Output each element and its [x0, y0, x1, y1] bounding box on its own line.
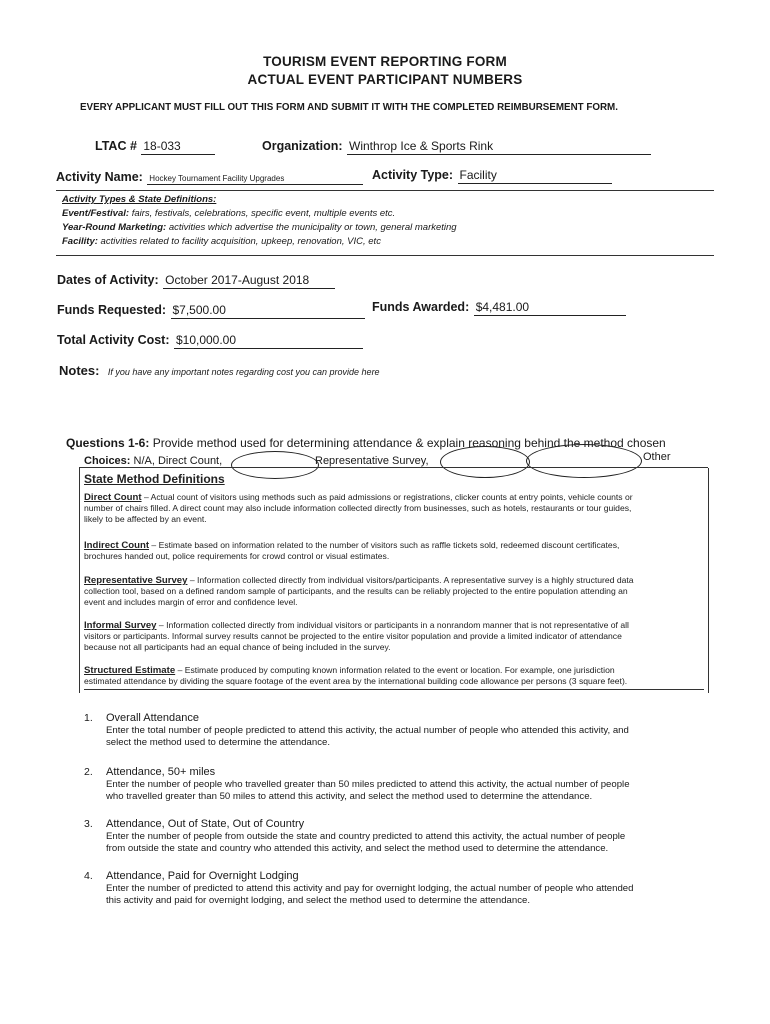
ltac-value: 18-033: [141, 139, 215, 155]
organization-value: Winthrop Ice & Sports Rink: [347, 139, 651, 155]
event-festival-definition: [62, 208, 395, 219]
funds-awarded-field: [372, 298, 626, 316]
question-2-text-1: Enter the number of people who travelled greater than 50 miles predicted to attend this activity, the actual number of people: [106, 778, 630, 790]
facility-definition: [62, 236, 381, 247]
question-4-text-2: this activity and paid for overnight lodging, and select the method used to determine the attendance.: [106, 894, 530, 906]
question-1-text-1: Enter the total number of people predicted to attend this activity, the actual number of people who attended this activity, and: [106, 724, 629, 736]
structured-estimate-term: Structured Estimate: [84, 665, 176, 676]
activity-type-label: Activity Type:: [372, 168, 454, 182]
activity-name-label: Activity Name:: [56, 170, 143, 184]
question-3-text-1: Enter the number of people from outside the state and country predicted to attend this activity, the actual number of people: [106, 830, 626, 842]
indirect-count-definition: [84, 540, 704, 562]
organization-field: [262, 137, 651, 155]
question-3-number: 3.: [84, 818, 93, 830]
total-cost-value: $10,000.00: [174, 333, 363, 349]
funds-awarded-value: $4,481.00: [474, 300, 626, 316]
choice-representative-survey: Representative Survey,: [315, 455, 429, 467]
questions-heading-label: Questions 1-6:: [66, 436, 150, 450]
activity-name-field: [56, 168, 363, 186]
direct-count-definition: [84, 492, 704, 526]
form-title: TOURISM EVENT REPORTING FORM: [263, 54, 507, 69]
representative-survey-text-2: collection tool, based on a defined random sample of participants, and the results can be reliably projected to the entire population attending an: [84, 586, 628, 597]
direct-count-text-2: number of chairs filled. A direct count may also include information collected directly from businesses, such as hotels, restaurants or tour guides,: [84, 503, 632, 514]
question-2: [84, 766, 700, 803]
indirect-count-text-2: brochures handed out, police requirements for crowd control or visual estimates.: [84, 551, 390, 562]
structured-estimate-definition: [84, 665, 704, 690]
informal-survey-text-3: because not all participants had an equal chance of being included in the survey.: [84, 642, 391, 653]
year-round-definition: [62, 222, 457, 233]
activity-name-value: Hockey Tournament Facility Upgrades: [147, 174, 363, 185]
question-2-number: 2.: [84, 766, 93, 778]
representative-survey-text-3: event and includes margin of error and confidence level.: [84, 597, 298, 608]
state-methods-heading: State Method Definitions: [84, 472, 225, 486]
question-4-number: 4.: [84, 870, 93, 882]
total-cost-field: [57, 331, 363, 349]
activity-type-field: [372, 166, 612, 184]
choice-other: Other: [643, 451, 671, 463]
representative-survey-text-1: – Information collected directly from individual visitors/participants. A representative survey is a highly structured data: [189, 575, 634, 585]
question-3: [84, 818, 700, 855]
informal-survey-term: Informal Survey: [84, 620, 157, 631]
year-round-text: activities which advertise the municipality or town, general marketing: [168, 222, 457, 233]
ltac-label: LTAC #: [95, 139, 137, 153]
choice-direct-count: N/A, Direct Count,: [133, 455, 223, 467]
facility-text: activities related to facility acquisition, upkeep, renovation, VIC, etc: [100, 236, 381, 247]
notes-label: Notes:: [59, 363, 100, 378]
event-festival-text: fairs, festivals, celebrations, specific event, multiple events etc.: [131, 208, 396, 219]
facility-term: Facility:: [62, 236, 98, 247]
notes-hint: If you have any important notes regarding cost you can provide here: [107, 367, 380, 377]
form-subtitle: ACTUAL EVENT PARTICIPANT NUMBERS: [247, 72, 523, 87]
submission-instruction: EVERY APPLICANT MUST FILL OUT THIS FORM AND SUBMIT IT WITH THE COMPLETED REIMBURSEMENT FORM.: [80, 102, 618, 113]
organization-label: Organization:: [262, 139, 343, 153]
funds-awarded-label: Funds Awarded:: [372, 300, 470, 314]
funds-requested-value: $7,500.00: [171, 303, 365, 319]
dates-field: [57, 271, 335, 289]
ltac-field: [95, 137, 215, 155]
question-3-text-2: from outside the state and country who attended this activity, and select the method used to determine the attendance.: [106, 842, 609, 854]
question-1: [84, 712, 700, 749]
question-2-title: Attendance, 50+ miles: [106, 766, 216, 778]
question-1-number: 1.: [84, 712, 93, 724]
dates-label: Dates of Activity:: [57, 273, 159, 287]
activity-type-value: Facility: [458, 168, 612, 184]
year-round-term: Year-Round Marketing:: [62, 222, 167, 233]
representative-survey-term: Representative Survey: [84, 575, 188, 586]
direct-count-term: Direct Count: [84, 492, 142, 503]
question-3-title: Attendance, Out of State, Out of Country: [106, 818, 305, 830]
question-4: [84, 870, 700, 907]
structured-estimate-text-1: – Estimate produced by computing known information related to the event or location. For example, one jurisdiction: [177, 665, 615, 675]
question-4-title: Attendance, Paid for Overnight Lodging: [106, 870, 299, 882]
choices-label: Choices:: [84, 455, 131, 467]
indirect-count-term: Indirect Count: [84, 540, 150, 551]
indirect-count-text-1: – Estimate based on information related to the number of visitors such as raffle tickets sold, redeemed discount certificates,: [151, 540, 620, 550]
question-2-text-2: who travelled greater than 50 miles to attend this activity, and select the method used to determine the attendance.: [106, 790, 593, 802]
question-1-text-2: select the method used to determine the attendance.: [106, 736, 331, 748]
informal-survey-text-2: visitors or participants. Informal survey results cannot be projected to the entire visitor population and provide a limited indicator of attendance: [84, 631, 622, 642]
representative-survey-definition: [84, 575, 704, 609]
activity-types-heading: Activity Types & State Definitions:: [62, 194, 217, 205]
question-4-text-1: Enter the number of predicted to attend this activity and pay for overnight lodging, the actual number of people who attended: [106, 882, 634, 894]
question-1-title: Overall Attendance: [106, 712, 199, 724]
total-cost-label: Total Activity Cost:: [57, 333, 170, 347]
choices-line: [84, 455, 222, 467]
structured-estimate-text-2: estimated attendance by dividing the square footage of the event area by the international building code allowance per persons (3 square feet).: [84, 676, 628, 687]
funds-requested-label: Funds Requested:: [57, 303, 167, 317]
activity-types-box: [56, 190, 714, 256]
funds-requested-field: [57, 301, 365, 319]
notes-field: [59, 362, 380, 380]
informal-survey-definition: [84, 620, 704, 654]
dates-value: October 2017-August 2018: [163, 273, 335, 289]
direct-count-text-3: likely to be affected by an event.: [84, 514, 207, 525]
questions-heading-text: Provide method used for determining attendance & explain reasoning behind the method chosen: [152, 436, 666, 450]
informal-survey-text-1: – Information collected directly from individual visitors or participants in a nonrandom manner that is not representative of all: [158, 620, 629, 630]
direct-count-text-1: – Actual count of visitors using methods such as paid admissions or registrations, clicker counts at entry points, vehicle counts or: [143, 492, 633, 502]
state-method-definitions-box: [79, 467, 708, 693]
event-festival-term: Event/Festival:: [62, 208, 130, 219]
